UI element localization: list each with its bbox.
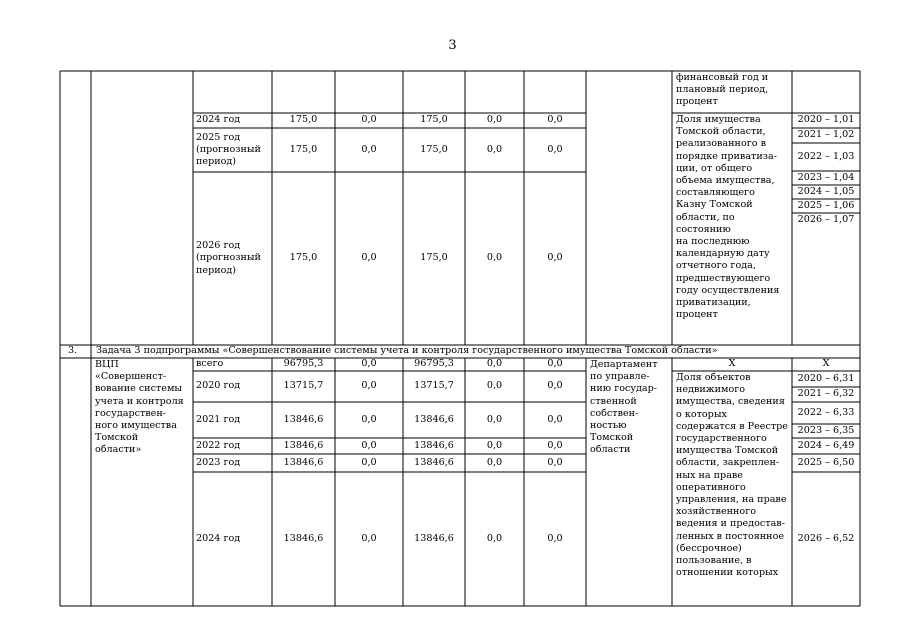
local-cell: 0,0 bbox=[486, 114, 503, 126]
local-cell: 0,0 bbox=[486, 532, 503, 544]
regional-cell: 175,0 bbox=[420, 114, 448, 126]
federal-cell: 0,0 bbox=[361, 413, 377, 425]
regional-cell: 13846,6 bbox=[414, 532, 454, 544]
indicator-value: 2021 – 6,32 bbox=[797, 388, 855, 400]
regional-cell: 13846,6 bbox=[414, 439, 454, 451]
executor: Департамент по управле- нию государ- ственной собствен- ностью Томской области bbox=[590, 359, 658, 456]
indicator-value: 2021 – 1,02 bbox=[797, 129, 855, 141]
indicator-x: Х bbox=[728, 358, 736, 370]
total-cell: 175,0 bbox=[289, 114, 318, 126]
period-cell: 2025 год (прогнозный период) bbox=[196, 131, 261, 168]
federal-cell: 0,0 bbox=[361, 380, 377, 392]
period-cell: 2022 год bbox=[196, 439, 241, 451]
regional-cell: 96795,3 bbox=[414, 358, 454, 370]
regional-cell: 175,0 bbox=[420, 143, 448, 155]
period-cell: 2024 год bbox=[196, 114, 241, 126]
federal-cell: 0,0 bbox=[361, 439, 377, 451]
indicator-value: 2023 – 6,35 bbox=[797, 424, 855, 436]
federal-cell: 0,0 bbox=[361, 358, 377, 370]
total-cell: 13846,6 bbox=[283, 413, 324, 425]
other-cell: 0,0 bbox=[547, 456, 563, 468]
total-cell: 13715,7 bbox=[283, 380, 324, 392]
total-cell: 13846,6 bbox=[283, 532, 324, 544]
regional-cell: 175,0 bbox=[420, 252, 448, 264]
page-number: 3 bbox=[448, 38, 457, 53]
indicator-value: 2026 – 1,07 bbox=[797, 213, 855, 225]
total-cell: 175,0 bbox=[289, 252, 318, 264]
regional-cell: 13846,6 bbox=[414, 413, 454, 425]
task-title: Задача 3 подпрограммы «Совершенствование системы учета и контроля государственного имущества Томской области» bbox=[96, 345, 718, 357]
other-cell: 0,0 bbox=[547, 380, 563, 392]
total-cell: 13846,6 bbox=[283, 456, 324, 468]
indicator-value: 2022 – 1,03 bbox=[797, 150, 855, 162]
value-x: Х bbox=[822, 358, 830, 370]
local-cell: 0,0 bbox=[486, 380, 503, 392]
federal-cell: 0,0 bbox=[361, 456, 377, 468]
regional-cell: 13846,6 bbox=[414, 456, 454, 468]
indicator-value: 2023 – 1,04 bbox=[797, 171, 855, 183]
local-cell: 0,0 bbox=[486, 143, 503, 155]
period-cell: 2024 год bbox=[196, 532, 241, 544]
other-cell: 0,0 bbox=[547, 439, 563, 451]
period-cell: 2026 год (прогнозный период) bbox=[196, 240, 261, 276]
indicator-value: 2025 – 6,50 bbox=[797, 456, 855, 468]
row-number: 3. bbox=[68, 345, 78, 357]
period-cell: 2021 год bbox=[196, 413, 241, 425]
federal-cell: 0,0 bbox=[361, 143, 377, 155]
federal-cell: 0,0 bbox=[361, 532, 377, 544]
indicator-value: 2025 – 1,06 bbox=[797, 199, 855, 211]
total-cell: 96795,3 bbox=[283, 358, 324, 370]
other-cell: 0,0 bbox=[547, 413, 563, 425]
indicator-text: Доля имущества Томской области, реализованного в порядке приватиза- ции, от общего объема имущества, составляющего Казну Томской области, по состоянию на последнюю календарную дату отчетного года, предшествующего году осуществления приватизации, процент bbox=[676, 114, 780, 321]
period-cell: 2023 год bbox=[196, 456, 241, 468]
local-cell: 0,0 bbox=[486, 413, 503, 425]
other-cell: 0,0 bbox=[547, 532, 563, 544]
regional-cell: 13715,7 bbox=[414, 380, 454, 392]
local-cell: 0,0 bbox=[486, 456, 503, 468]
indicator-value: 2020 – 1,01 bbox=[797, 114, 855, 126]
indicator-value: 2022 – 6,33 bbox=[797, 406, 855, 418]
other-cell: 0,0 bbox=[547, 114, 563, 126]
other-cell: 0,0 bbox=[547, 143, 563, 155]
total-cell: 175,0 bbox=[289, 143, 318, 155]
local-cell: 0,0 bbox=[486, 358, 503, 370]
federal-cell: 0,0 bbox=[361, 114, 377, 126]
indicator-value: 2024 – 1,05 bbox=[797, 185, 855, 197]
total-cell: 13846,6 bbox=[283, 439, 324, 451]
local-cell: 0,0 bbox=[486, 439, 503, 451]
other-cell: 0,0 bbox=[547, 252, 563, 264]
indicator-value: 2024 – 6,49 bbox=[797, 439, 855, 451]
indicator-value: 2020 – 6,31 bbox=[797, 372, 855, 384]
period-cell: 2020 год bbox=[196, 380, 241, 392]
period-cell: всего bbox=[196, 358, 224, 370]
indicator-header-text: финансовый год и плановый период, процент bbox=[676, 72, 769, 108]
federal-cell: 0,0 bbox=[361, 252, 377, 264]
local-cell: 0,0 bbox=[486, 252, 503, 264]
program-name: ВЦП «Совершенст- вование системы учета и контроля государствен- ного имущества Томской области» bbox=[95, 359, 184, 456]
other-cell: 0,0 bbox=[547, 358, 563, 370]
indicator-value: 2026 – 6,52 bbox=[797, 532, 855, 544]
indicator-text: Доля объектов недвижимого имущества, сведения о которых содержатся в Реестре государственного имущества Томской области, закреплен- ных на праве оперативного управления, на праве хозяйственного ведения и предостав- ленных в постоянное (бессрочное) пользование, в отношении которых bbox=[676, 372, 788, 579]
